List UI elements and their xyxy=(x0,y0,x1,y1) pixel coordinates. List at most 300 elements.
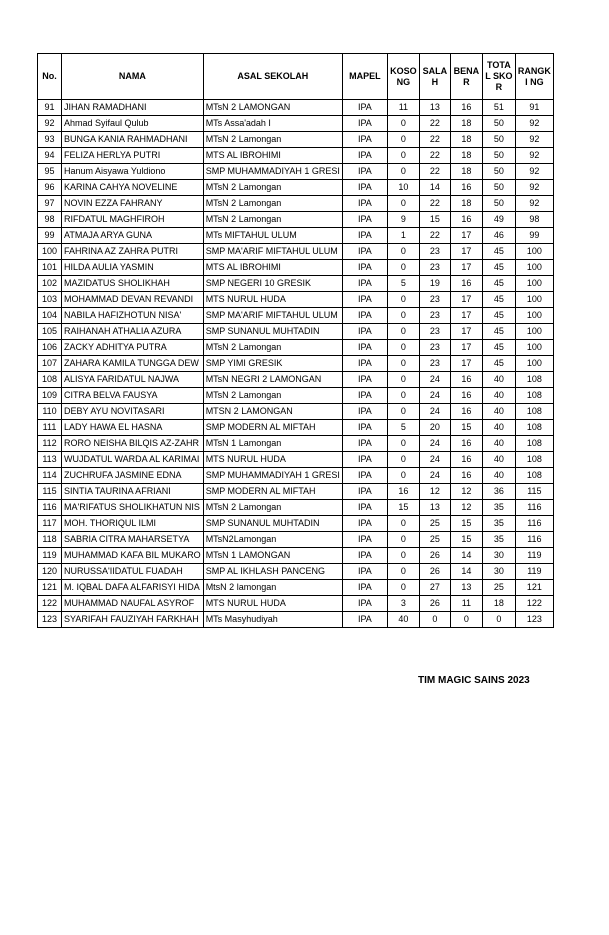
cell-mapel: IPA xyxy=(342,148,387,164)
cell-salah: 15 xyxy=(419,212,450,228)
table-row xyxy=(38,484,554,500)
cell-rangking: 92 xyxy=(515,116,553,132)
cell-no: 93 xyxy=(38,132,62,148)
cell-benar: 18 xyxy=(450,196,482,212)
table-row xyxy=(38,308,554,324)
cell-mapel: IPA xyxy=(342,276,387,292)
cell-benar: 16 xyxy=(450,372,482,388)
cell-no: 110 xyxy=(38,404,62,420)
cell-kosong: 0 xyxy=(387,260,419,276)
cell-nama: SYARIFAH FAUZIYAH FARKHAH xyxy=(62,612,204,628)
cell-rangking: 108 xyxy=(515,436,553,452)
cell-kosong: 0 xyxy=(387,452,419,468)
cell-kosong: 5 xyxy=(387,420,419,436)
cell-asal-sekolah: SMP YIMI GRESIK xyxy=(203,356,342,372)
cell-benar: 18 xyxy=(450,164,482,180)
cell-salah: 23 xyxy=(419,340,450,356)
table-row xyxy=(38,452,554,468)
cell-mapel: IPA xyxy=(342,260,387,276)
cell-total-skor: 36 xyxy=(482,484,515,500)
cell-rangking: 121 xyxy=(515,580,553,596)
header-benar: BENA R xyxy=(450,54,482,100)
cell-no: 115 xyxy=(38,484,62,500)
cell-asal-sekolah: SMP MA'ARIF MIFTAHUL ULUM xyxy=(203,244,342,260)
cell-rangking: 91 xyxy=(515,100,553,116)
table-row xyxy=(38,340,554,356)
table-row xyxy=(38,148,554,164)
cell-benar: 16 xyxy=(450,388,482,404)
cell-benar: 11 xyxy=(450,596,482,612)
cell-salah: 23 xyxy=(419,324,450,340)
cell-mapel: IPA xyxy=(342,388,387,404)
cell-total-skor: 50 xyxy=(482,196,515,212)
cell-nama: MUHAMMAD NAUFAL ASYROF xyxy=(62,596,204,612)
cell-salah: 23 xyxy=(419,308,450,324)
header-rangking: RANGKI NG xyxy=(515,54,553,100)
cell-salah: 26 xyxy=(419,596,450,612)
cell-salah: 22 xyxy=(419,196,450,212)
cell-kosong: 0 xyxy=(387,340,419,356)
cell-salah: 24 xyxy=(419,372,450,388)
cell-benar: 17 xyxy=(450,356,482,372)
cell-mapel: IPA xyxy=(342,228,387,244)
cell-asal-sekolah: MTsN NEGRI 2 LAMONGAN xyxy=(203,372,342,388)
cell-nama: MOHAMMAD DEVAN REVANDI xyxy=(62,292,204,308)
cell-nama: MA'RIFATUS SHOLIKHATUN NIS xyxy=(62,500,204,516)
cell-asal-sekolah: SMP AL IKHLASH PANCENG xyxy=(203,564,342,580)
table-row xyxy=(38,596,554,612)
cell-mapel: IPA xyxy=(342,564,387,580)
cell-benar: 0 xyxy=(450,612,482,628)
cell-total-skor: 40 xyxy=(482,468,515,484)
cell-kosong: 0 xyxy=(387,436,419,452)
cell-kosong: 1 xyxy=(387,228,419,244)
cell-kosong: 0 xyxy=(387,372,419,388)
cell-salah: 23 xyxy=(419,244,450,260)
cell-asal-sekolah: MTS NURUL HUDA xyxy=(203,596,342,612)
cell-total-skor: 35 xyxy=(482,532,515,548)
cell-benar: 17 xyxy=(450,292,482,308)
cell-rangking: 116 xyxy=(515,532,553,548)
cell-benar: 18 xyxy=(450,132,482,148)
cell-asal-sekolah: SMP MODERN AL MIFTAH xyxy=(203,484,342,500)
table-row xyxy=(38,500,554,516)
cell-nama: WUJDATUL WARDA AL KARIMAI xyxy=(62,452,204,468)
cell-kosong: 0 xyxy=(387,532,419,548)
cell-total-skor: 50 xyxy=(482,132,515,148)
cell-rangking: 100 xyxy=(515,324,553,340)
cell-total-skor: 51 xyxy=(482,100,515,116)
cell-nama: HILDA AULIA YASMIN xyxy=(62,260,204,276)
cell-salah: 19 xyxy=(419,276,450,292)
table-row xyxy=(38,436,554,452)
cell-total-skor: 40 xyxy=(482,452,515,468)
cell-nama: MUHAMMAD KAFA BIL MUKARO xyxy=(62,548,204,564)
results-table xyxy=(37,53,554,628)
cell-rangking: 108 xyxy=(515,420,553,436)
cell-mapel: IPA xyxy=(342,244,387,260)
cell-nama: ZACKY ADHITYA PUTRA xyxy=(62,340,204,356)
cell-rangking: 123 xyxy=(515,612,553,628)
cell-total-skor: 45 xyxy=(482,292,515,308)
cell-salah: 20 xyxy=(419,420,450,436)
cell-kosong: 0 xyxy=(387,580,419,596)
cell-asal-sekolah: MTS AL IBROHIMI xyxy=(203,260,342,276)
table-row xyxy=(38,516,554,532)
cell-no: 114 xyxy=(38,468,62,484)
cell-benar: 18 xyxy=(450,148,482,164)
cell-rangking: 108 xyxy=(515,404,553,420)
table-row xyxy=(38,292,554,308)
cell-asal-sekolah: MTsN 2 Lamongan xyxy=(203,196,342,212)
cell-kosong: 10 xyxy=(387,180,419,196)
cell-rangking: 108 xyxy=(515,468,553,484)
cell-nama: M. IQBAL DAFA ALFARISYI HIDA xyxy=(62,580,204,596)
cell-salah: 22 xyxy=(419,164,450,180)
cell-kosong: 5 xyxy=(387,276,419,292)
cell-benar: 16 xyxy=(450,276,482,292)
cell-rangking: 108 xyxy=(515,388,553,404)
cell-rangking: 99 xyxy=(515,228,553,244)
table-row xyxy=(38,100,554,116)
cell-total-skor: 30 xyxy=(482,564,515,580)
cell-rangking: 119 xyxy=(515,564,553,580)
cell-asal-sekolah: MTsN 2 Lamongan xyxy=(203,388,342,404)
cell-total-skor: 50 xyxy=(482,180,515,196)
cell-total-skor: 45 xyxy=(482,324,515,340)
footer-credit: TIM MAGIC SAINS 2023 xyxy=(418,675,530,686)
table-row xyxy=(38,404,554,420)
cell-benar: 17 xyxy=(450,308,482,324)
table-row xyxy=(38,276,554,292)
cell-asal-sekolah: SMP MA'ARIF MIFTAHUL ULUM xyxy=(203,308,342,324)
cell-no: 122 xyxy=(38,596,62,612)
cell-nama: BUNGA KANIA RAHMADHANI xyxy=(62,132,204,148)
cell-asal-sekolah: SMP SUNANUL MUHTADIN xyxy=(203,516,342,532)
cell-no: 108 xyxy=(38,372,62,388)
cell-benar: 16 xyxy=(450,404,482,420)
cell-asal-sekolah: SMP MUHAMMADIYAH 1 GRESI xyxy=(203,468,342,484)
cell-asal-sekolah: MTsN 2 Lamongan xyxy=(203,212,342,228)
cell-asal-sekolah: MTsN2Lamongan xyxy=(203,532,342,548)
cell-nama: NABILA HAFIZHOTUN NISA' xyxy=(62,308,204,324)
cell-nama: ALISYA FARIDATUL NAJWA xyxy=(62,372,204,388)
cell-mapel: IPA xyxy=(342,356,387,372)
cell-salah: 26 xyxy=(419,564,450,580)
cell-kosong: 0 xyxy=(387,548,419,564)
table-row xyxy=(38,372,554,388)
cell-no: 104 xyxy=(38,308,62,324)
cell-asal-sekolah: MTs Masyhudiyah xyxy=(203,612,342,628)
cell-benar: 15 xyxy=(450,516,482,532)
cell-total-skor: 45 xyxy=(482,276,515,292)
cell-mapel: IPA xyxy=(342,404,387,420)
cell-no: 113 xyxy=(38,452,62,468)
cell-mapel: IPA xyxy=(342,500,387,516)
cell-benar: 17 xyxy=(450,228,482,244)
cell-no: 99 xyxy=(38,228,62,244)
cell-mapel: IPA xyxy=(342,100,387,116)
cell-total-skor: 40 xyxy=(482,436,515,452)
cell-kosong: 11 xyxy=(387,100,419,116)
cell-asal-sekolah: SMP SUNANUL MUHTADIN xyxy=(203,324,342,340)
cell-asal-sekolah: MTsN 2 Lamongan xyxy=(203,340,342,356)
header-total-skor: TOTA L SKOR xyxy=(482,54,515,100)
cell-kosong: 15 xyxy=(387,500,419,516)
cell-nama: CITRA BELVA FAUSYA xyxy=(62,388,204,404)
header-kosong: KOSO NG xyxy=(387,54,419,100)
cell-salah: 22 xyxy=(419,148,450,164)
cell-no: 121 xyxy=(38,580,62,596)
cell-mapel: IPA xyxy=(342,340,387,356)
cell-kosong: 0 xyxy=(387,132,419,148)
cell-asal-sekolah: MtsN 2 lamongan xyxy=(203,580,342,596)
cell-benar: 17 xyxy=(450,324,482,340)
cell-salah: 13 xyxy=(419,500,450,516)
table-header-row xyxy=(38,54,554,100)
cell-rangking: 100 xyxy=(515,340,553,356)
cell-total-skor: 45 xyxy=(482,308,515,324)
cell-mapel: IPA xyxy=(342,372,387,388)
cell-kosong: 40 xyxy=(387,612,419,628)
cell-asal-sekolah: MTsN 2 Lamongan xyxy=(203,500,342,516)
cell-benar: 12 xyxy=(450,500,482,516)
cell-kosong: 0 xyxy=(387,516,419,532)
cell-total-skor: 0 xyxy=(482,612,515,628)
cell-no: 117 xyxy=(38,516,62,532)
cell-rangking: 108 xyxy=(515,372,553,388)
cell-rangking: 100 xyxy=(515,292,553,308)
cell-kosong: 0 xyxy=(387,468,419,484)
cell-no: 106 xyxy=(38,340,62,356)
cell-salah: 23 xyxy=(419,356,450,372)
table-row xyxy=(38,388,554,404)
cell-nama: RIFDATUL MAGHFIROH xyxy=(62,212,204,228)
cell-benar: 16 xyxy=(450,100,482,116)
cell-no: 95 xyxy=(38,164,62,180)
table-row xyxy=(38,468,554,484)
cell-benar: 15 xyxy=(450,532,482,548)
cell-no: 97 xyxy=(38,196,62,212)
cell-nama: SINTIA TAURINA AFRIANI xyxy=(62,484,204,500)
cell-nama: JIHAN RAMADHANI xyxy=(62,100,204,116)
header-mapel: MAPEL xyxy=(342,54,387,100)
cell-kosong: 0 xyxy=(387,324,419,340)
cell-nama: LADY HAWA EL HASNA xyxy=(62,420,204,436)
table-row xyxy=(38,564,554,580)
cell-kosong: 0 xyxy=(387,164,419,180)
cell-total-skor: 50 xyxy=(482,164,515,180)
cell-mapel: IPA xyxy=(342,532,387,548)
cell-kosong: 0 xyxy=(387,308,419,324)
cell-asal-sekolah: SMP NEGERI 10 GRESIK xyxy=(203,276,342,292)
table-row xyxy=(38,196,554,212)
cell-kosong: 0 xyxy=(387,404,419,420)
cell-salah: 22 xyxy=(419,132,450,148)
cell-no: 118 xyxy=(38,532,62,548)
cell-mapel: IPA xyxy=(342,212,387,228)
cell-mapel: IPA xyxy=(342,132,387,148)
cell-nama: DEBY AYU NOVITASARI xyxy=(62,404,204,420)
cell-rangking: 119 xyxy=(515,548,553,564)
cell-no: 116 xyxy=(38,500,62,516)
cell-total-skor: 45 xyxy=(482,340,515,356)
cell-mapel: IPA xyxy=(342,116,387,132)
cell-rangking: 115 xyxy=(515,484,553,500)
cell-nama: KARINA CAHYA NOVELINE xyxy=(62,180,204,196)
cell-mapel: IPA xyxy=(342,164,387,180)
table-body xyxy=(38,100,554,628)
cell-rangking: 100 xyxy=(515,260,553,276)
cell-no: 107 xyxy=(38,356,62,372)
cell-benar: 16 xyxy=(450,452,482,468)
cell-rangking: 100 xyxy=(515,356,553,372)
cell-asal-sekolah: MTS NURUL HUDA xyxy=(203,292,342,308)
table-row xyxy=(38,260,554,276)
cell-benar: 17 xyxy=(450,244,482,260)
cell-total-skor: 45 xyxy=(482,244,515,260)
cell-benar: 17 xyxy=(450,340,482,356)
cell-asal-sekolah: MTSN 2 LAMONGAN xyxy=(203,404,342,420)
cell-kosong: 16 xyxy=(387,484,419,500)
cell-total-skor: 40 xyxy=(482,420,515,436)
cell-nama: RAIHANAH ATHALIA AZURA xyxy=(62,324,204,340)
cell-total-skor: 50 xyxy=(482,116,515,132)
cell-no: 102 xyxy=(38,276,62,292)
cell-salah: 24 xyxy=(419,404,450,420)
cell-no: 91 xyxy=(38,100,62,116)
cell-no: 100 xyxy=(38,244,62,260)
cell-benar: 12 xyxy=(450,484,482,500)
cell-benar: 14 xyxy=(450,548,482,564)
cell-salah: 22 xyxy=(419,116,450,132)
cell-benar: 15 xyxy=(450,420,482,436)
cell-rangking: 92 xyxy=(515,164,553,180)
table-row xyxy=(38,548,554,564)
cell-salah: 24 xyxy=(419,452,450,468)
cell-rangking: 100 xyxy=(515,276,553,292)
cell-total-skor: 45 xyxy=(482,356,515,372)
cell-total-skor: 30 xyxy=(482,548,515,564)
cell-total-skor: 35 xyxy=(482,500,515,516)
cell-benar: 16 xyxy=(450,180,482,196)
header-salah: SALA H xyxy=(419,54,450,100)
header-asal-sekolah: ASAL SEKOLAH xyxy=(203,54,342,100)
cell-benar: 18 xyxy=(450,116,482,132)
cell-benar: 16 xyxy=(450,468,482,484)
cell-salah: 12 xyxy=(419,484,450,500)
cell-mapel: IPA xyxy=(342,196,387,212)
cell-mapel: IPA xyxy=(342,548,387,564)
cell-total-skor: 40 xyxy=(482,404,515,420)
cell-nama: Hanum Aisyawa Yuldiono xyxy=(62,164,204,180)
cell-benar: 17 xyxy=(450,260,482,276)
table-row xyxy=(38,228,554,244)
cell-no: 112 xyxy=(38,436,62,452)
cell-asal-sekolah: MTs Assa'adah I xyxy=(203,116,342,132)
cell-no: 105 xyxy=(38,324,62,340)
table-row xyxy=(38,356,554,372)
cell-nama: SABRIA CITRA MAHARSETYA xyxy=(62,532,204,548)
cell-total-skor: 35 xyxy=(482,516,515,532)
header-nama: NAMA xyxy=(62,54,204,100)
table-row xyxy=(38,180,554,196)
cell-asal-sekolah: MTsN 1 LAMONGAN xyxy=(203,548,342,564)
cell-salah: 26 xyxy=(419,548,450,564)
cell-kosong: 0 xyxy=(387,292,419,308)
cell-no: 101 xyxy=(38,260,62,276)
cell-salah: 0 xyxy=(419,612,450,628)
cell-nama: ATMAJA ARYA GUNA xyxy=(62,228,204,244)
cell-rangking: 100 xyxy=(515,308,553,324)
cell-nama: FELIZA HERLYA PUTRI xyxy=(62,148,204,164)
cell-salah: 25 xyxy=(419,516,450,532)
cell-mapel: IPA xyxy=(342,452,387,468)
cell-mapel: IPA xyxy=(342,420,387,436)
cell-nama: MAZIDATUS SHOLIKHAH xyxy=(62,276,204,292)
cell-rangking: 116 xyxy=(515,500,553,516)
cell-kosong: 0 xyxy=(387,148,419,164)
table-row xyxy=(38,580,554,596)
cell-kosong: 0 xyxy=(387,356,419,372)
table-row xyxy=(38,420,554,436)
cell-mapel: IPA xyxy=(342,596,387,612)
cell-no: 94 xyxy=(38,148,62,164)
cell-total-skor: 45 xyxy=(482,260,515,276)
cell-nama: ZAHARA KAMILA TUNGGA DEW xyxy=(62,356,204,372)
cell-no: 120 xyxy=(38,564,62,580)
table-row xyxy=(38,132,554,148)
cell-total-skor: 40 xyxy=(482,372,515,388)
table-row xyxy=(38,324,554,340)
cell-rangking: 98 xyxy=(515,212,553,228)
cell-nama: Ahmad Syifaul Qulub xyxy=(62,116,204,132)
cell-mapel: IPA xyxy=(342,516,387,532)
cell-kosong: 0 xyxy=(387,116,419,132)
cell-mapel: IPA xyxy=(342,180,387,196)
cell-nama: ZUCHRUFA JASMINE EDNA xyxy=(62,468,204,484)
cell-kosong: 0 xyxy=(387,244,419,260)
cell-salah: 25 xyxy=(419,532,450,548)
table-row xyxy=(38,612,554,628)
cell-salah: 24 xyxy=(419,468,450,484)
cell-asal-sekolah: MTsN 1 Lamongan xyxy=(203,436,342,452)
cell-nama: FAHRINA AZ ZAHRA PUTRI xyxy=(62,244,204,260)
cell-total-skor: 25 xyxy=(482,580,515,596)
cell-mapel: IPA xyxy=(342,292,387,308)
table-row xyxy=(38,532,554,548)
cell-mapel: IPA xyxy=(342,580,387,596)
cell-no: 92 xyxy=(38,116,62,132)
cell-salah: 14 xyxy=(419,180,450,196)
cell-mapel: IPA xyxy=(342,468,387,484)
cell-asal-sekolah: MTsN 2 Lamongan xyxy=(203,180,342,196)
cell-rangking: 108 xyxy=(515,452,553,468)
cell-no: 109 xyxy=(38,388,62,404)
cell-rangking: 116 xyxy=(515,516,553,532)
cell-salah: 24 xyxy=(419,388,450,404)
cell-benar: 13 xyxy=(450,580,482,596)
cell-asal-sekolah: MTsN 2 Lamongan xyxy=(203,132,342,148)
cell-no: 111 xyxy=(38,420,62,436)
cell-no: 123 xyxy=(38,612,62,628)
cell-no: 96 xyxy=(38,180,62,196)
cell-no: 103 xyxy=(38,292,62,308)
cell-nama: MOH. THORIQUL ILMI xyxy=(62,516,204,532)
cell-mapel: IPA xyxy=(342,308,387,324)
cell-asal-sekolah: MTs MIFTAHUL ULUM xyxy=(203,228,342,244)
cell-mapel: IPA xyxy=(342,324,387,340)
